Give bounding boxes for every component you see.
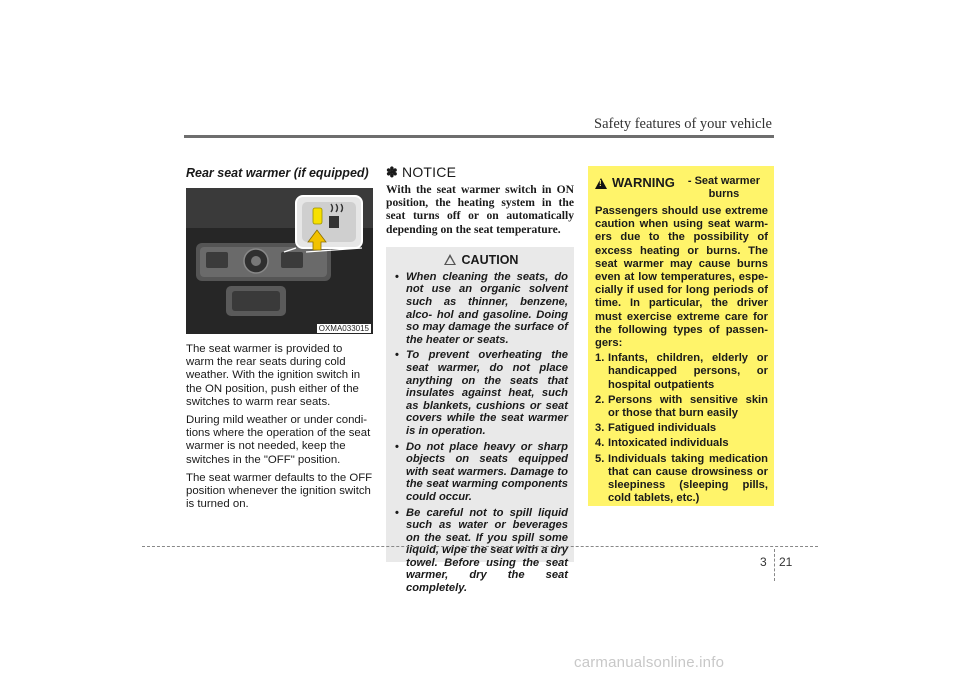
footer-rule — [142, 546, 818, 547]
warning-item — [595, 453, 768, 506]
header-rule — [184, 135, 774, 138]
item-number: 3. — [595, 422, 605, 435]
warning-subtitle: - Seat warmer burns — [687, 175, 760, 200]
paragraph: The seat warmer defaults to the OFF position whenever the ignition switch is turned on. — [186, 471, 373, 511]
seat-warmer-illustration — [186, 188, 373, 334]
section-title: Rear seat warmer (if equipped) — [186, 166, 369, 180]
warning-title: WARNING — [612, 175, 675, 190]
warning-box — [588, 166, 774, 506]
warning-item — [595, 437, 768, 450]
warning-list — [595, 352, 768, 505]
caution-title: CAUTION — [461, 252, 519, 267]
caution-header — [394, 253, 568, 267]
paragraph: The seat warmer is provided to warm the rear seats during cold weather. With the ignition switch in the ON position, push either of the switches to warm rear seats. — [186, 343, 361, 408]
page-number: 21 — [779, 555, 793, 569]
caution-triangle-icon — [444, 254, 456, 265]
footer-divider — [774, 549, 775, 581]
caution-item-text: Be careful not to spill liquid such as water or beverages on the seat. If you spill some liquid, wipe the seat with a dry towel. Before using the seat warmer, dry the seat completely. — [406, 506, 568, 595]
notice-title — [386, 164, 574, 181]
item-number: 4. — [595, 437, 605, 450]
caution-item-text: When cleaning the seats, do not use an organic solvent such as thinner, benzene, alco- hol and gasoline. Doing so may damage the surface of the heater or seats. — [406, 270, 568, 346]
item-text: Fatigued individuals — [608, 422, 717, 435]
paragraph: During mild weather or under condi- tions where the operation of the seat warmer is not needed, keep the switches in the "OFF" position. — [186, 414, 371, 466]
chapter-number: 3 — [760, 555, 767, 569]
item-text: Intoxicated individuals — [608, 437, 729, 450]
item-text: Individuals taking medication that can cause drowsiness or sleepiness (sleeping pills, cold tablets, etc.) — [608, 452, 768, 505]
bullet-icon: • — [395, 506, 399, 519]
item-number: 5. — [595, 452, 605, 465]
warning-triangle-icon — [595, 178, 607, 189]
caution-item — [394, 507, 568, 595]
item-number: 2. — [595, 393, 605, 406]
item-text: Infants, children, elderly or handicapped persons, or hospital outpatients — [608, 352, 768, 391]
image-code: OXMA033015 — [318, 324, 369, 333]
item-text: Persons with sensitive skin or those that burn easily — [608, 393, 768, 420]
left-column — [186, 166, 373, 511]
warning-text: Passengers should use extreme caution when using seat warm- ers due to the possibility of excess heating or burns. The seat warmer may cause burns even at low temperatures, espe- cially if used for long periods of time. In particular, the driver must exercise extreme care for the following types of passen- gers: — [595, 205, 768, 350]
warning-item — [595, 352, 768, 392]
caution-box — [386, 247, 574, 595]
notice-body: With the seat warmer switch in ON position, the heating system in the seat turns off or on automatically depending on the seat temperature. — [386, 183, 574, 236]
caution-item — [394, 349, 568, 437]
caution-item-text: To prevent overheating the seat warmer, do not place anything on the seats that insulates against heat, such as blankets, cushions or seat covers while the seat warmer is in operation. — [406, 349, 568, 437]
bullet-icon: • — [395, 440, 399, 453]
running-header: Safety features of your vehicle — [594, 116, 772, 132]
watermark: carmanualsonline.info — [574, 654, 725, 671]
warning-header — [595, 175, 768, 201]
bullet-icon: • — [395, 349, 399, 362]
item-number: 1. — [595, 352, 605, 365]
notice-mark-icon: ✽ — [386, 164, 398, 180]
caution-item — [394, 271, 568, 347]
caution-item — [394, 441, 568, 504]
caution-item-text: Do not place heavy or sharp objects on seats equipped with seat warmers. Damage to the seat warming components could occur. — [406, 440, 568, 503]
warning-item — [595, 394, 768, 420]
warning-item — [595, 422, 768, 435]
bullet-icon: • — [395, 270, 399, 283]
seat-warmer-photo — [186, 188, 373, 334]
middle-column — [386, 164, 574, 595]
notice-title-text: NOTICE — [397, 164, 457, 180]
